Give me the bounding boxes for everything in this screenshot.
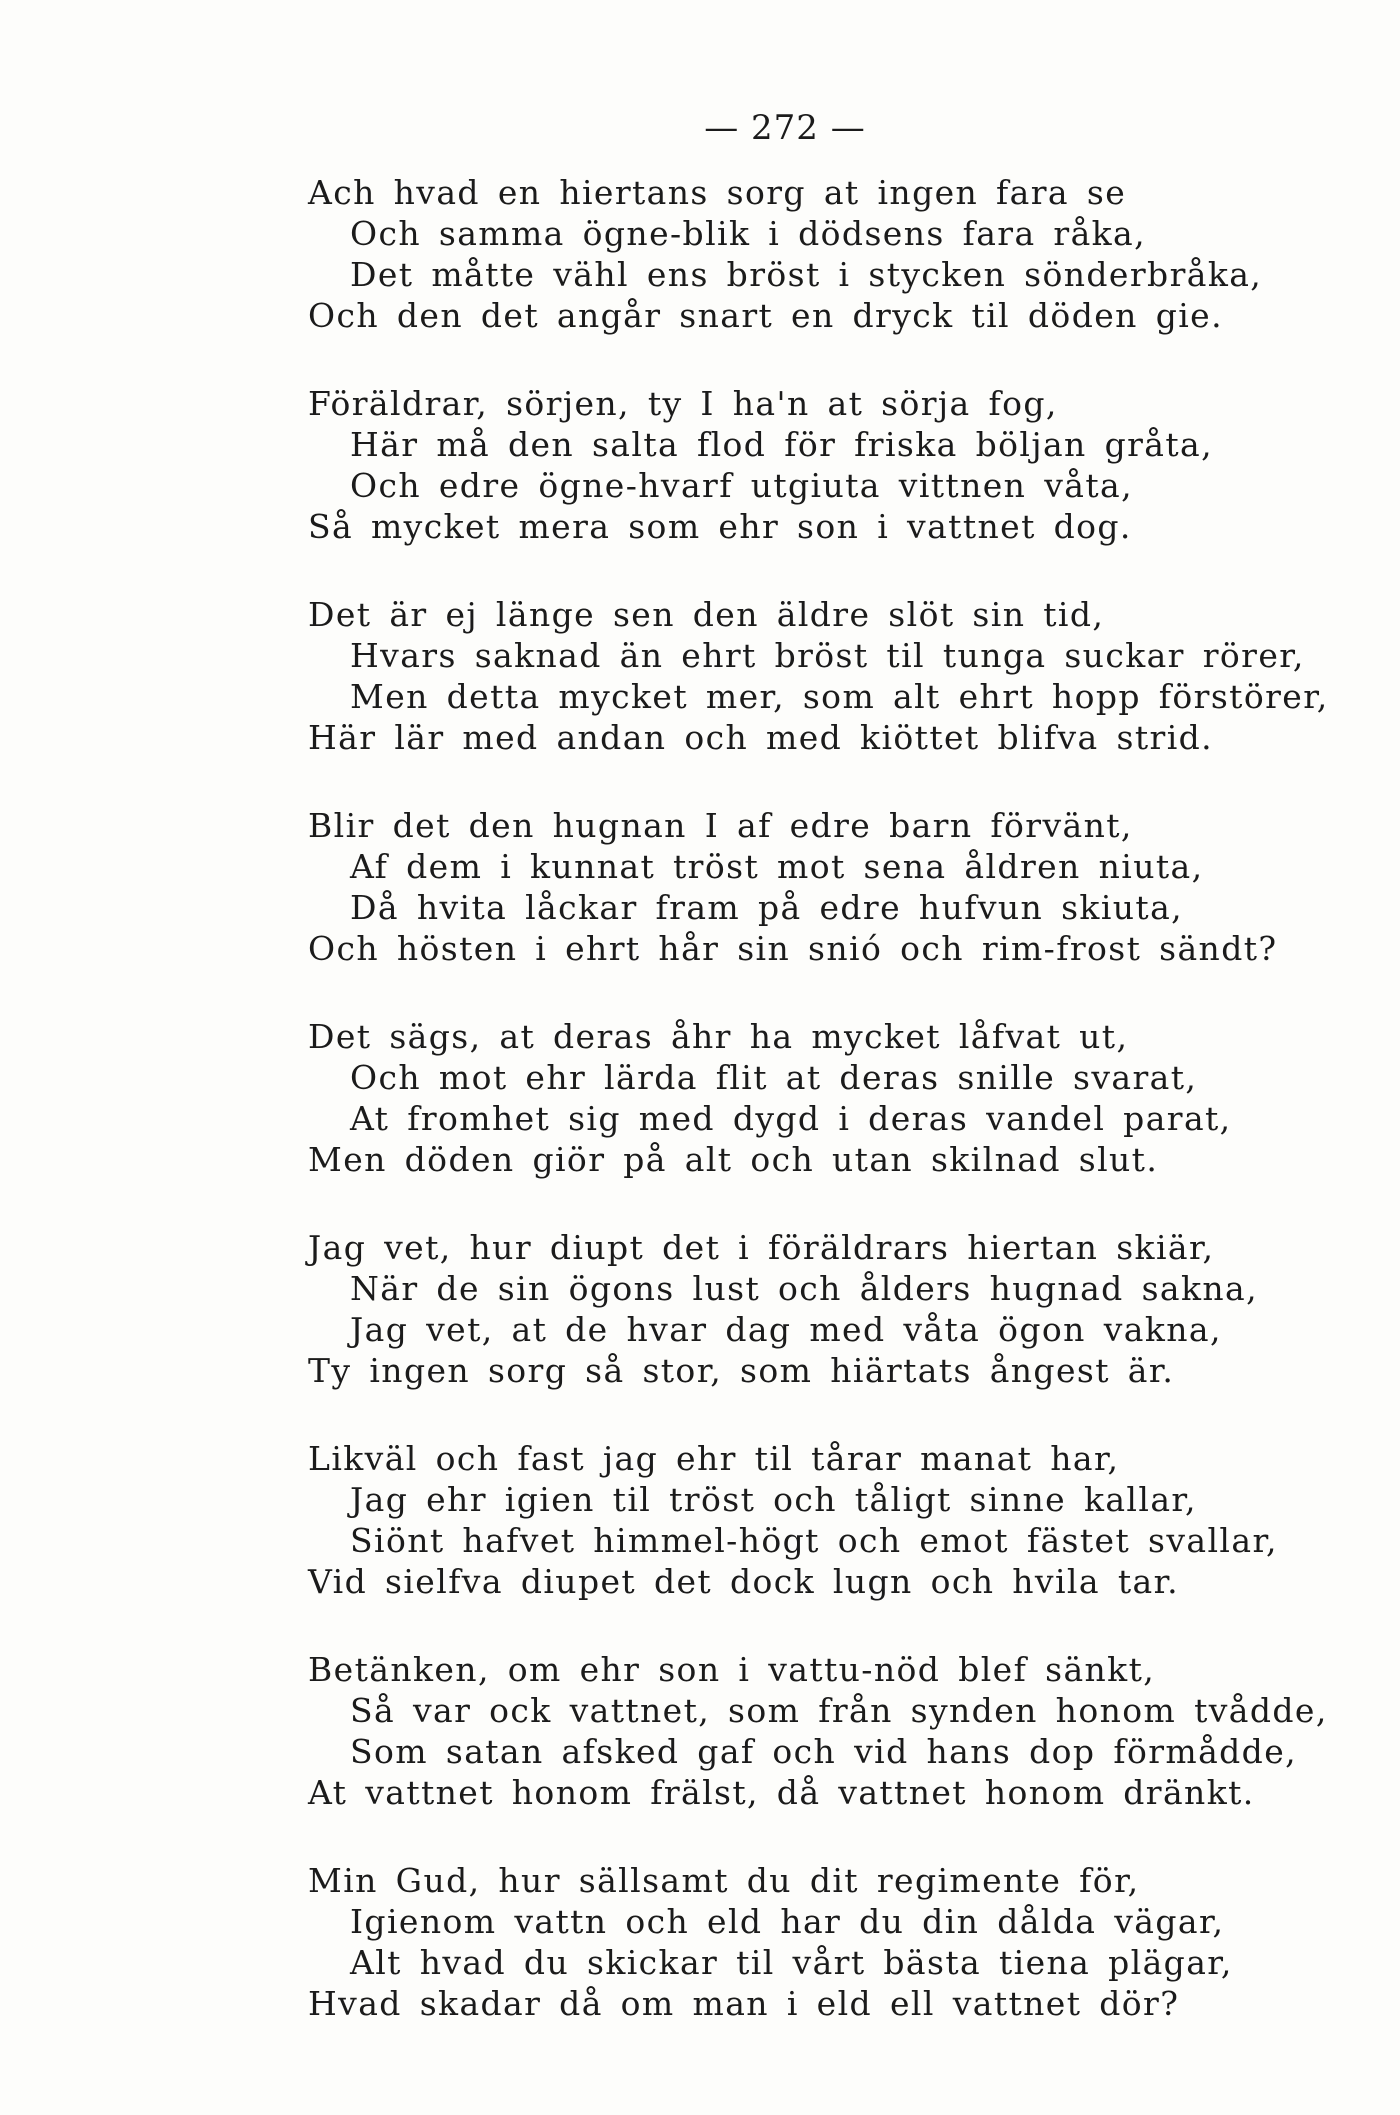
poem-line: Här lär med andan och med kiöttet blifva strid. — [308, 718, 1214, 757]
poem-line: Och den det angår snart en dryck til döden gie. — [308, 296, 1223, 335]
stanza — [308, 1438, 1368, 1602]
poem-line: Igienom vattn och eld har du din dålda vägar, — [350, 1902, 1225, 1941]
poem-line: Så mycket mera som ehr son i vattnet dog. — [308, 507, 1132, 546]
stanza — [308, 1016, 1368, 1180]
poem-line: Ty ingen sorg så stor, som hiärtats ångest är. — [308, 1351, 1175, 1390]
poem — [308, 172, 1368, 2071]
poem-line: Föräldrar, sörjen, ty I ha'n at sörja fog, — [308, 384, 1058, 423]
poem-line: Jag vet, hur diupt det i föräldrars hiertan skiär, — [308, 1228, 1215, 1267]
poem-line: Betänken, om ehr son i vattu-nöd blef sänkt, — [308, 1650, 1156, 1689]
stanza — [308, 594, 1368, 758]
stanza — [308, 805, 1368, 969]
poem-line: Alt hvad du skickar til vårt bästa tiena plägar, — [350, 1943, 1233, 1982]
poem-line: At fromhet sig med dygd i deras vandel parat, — [350, 1099, 1232, 1138]
poem-line: Men döden giör på alt och utan skilnad slut. — [308, 1140, 1159, 1179]
poem-line: Och mot ehr lärda flit at deras snille svarat, — [350, 1058, 1198, 1097]
poem-line: Min Gud, hur sällsamt du dit regimente för, — [308, 1861, 1140, 1900]
poem-line: Då hvita låckar fram på edre hufvun skiuta, — [350, 888, 1184, 927]
poem-line: Blir det den hugnan I af edre barn förvänt, — [308, 806, 1133, 845]
stanza — [308, 1860, 1368, 2024]
poem-line: Likväl och fast jag ehr til tårar manat har, — [308, 1439, 1120, 1478]
poem-line: Som satan afsked gaf och vid hans dop förmådde, — [350, 1732, 1298, 1771]
poem-line: Ach hvad en hiertans sorg at ingen fara se — [308, 173, 1127, 212]
poem-line: Och samma ögne-blik i dödsens fara råka, — [350, 214, 1147, 253]
poem-line: Men detta mycket mer, som alt ehrt hopp förstörer, — [350, 677, 1329, 716]
poem-line: När de sin ögons lust och ålders hugnad sakna, — [350, 1269, 1258, 1308]
poem-line: Det sägs, at deras åhr ha mycket låfvat ut, — [308, 1017, 1129, 1056]
poem-line: Det måtte vähl ens bröst i stycken sönderbråka, — [350, 255, 1263, 294]
poem-line: Siönt hafvet himmel-högt och emot fästet svallar, — [350, 1521, 1278, 1560]
poem-line: Så var ock vattnet, som från synden honom tvådde, — [350, 1691, 1328, 1730]
poem-line: Jag vet, at de hvar dag med våta ögon vakna, — [350, 1310, 1222, 1349]
poem-line: Vid sielfva diupet det dock lugn och hvila tar. — [308, 1562, 1180, 1601]
poem-line: Och hösten i ehrt hår sin snió och rim-frost sändt? — [308, 929, 1278, 968]
poem-line: At vattnet honom frälst, då vattnet honom dränkt. — [308, 1773, 1255, 1812]
stanza — [308, 383, 1368, 547]
stanza — [308, 1649, 1368, 1813]
poem-line: Hvad skadar då om man i eld ell vattnet dör? — [308, 1984, 1180, 2023]
poem-line: Jag ehr igien til tröst och tåligt sinne kallar, — [350, 1480, 1197, 1519]
stanza — [308, 172, 1368, 336]
page-number: — 272 — — [704, 108, 866, 148]
poem-line: Här må den salta flod för friska böljan gråta, — [350, 425, 1213, 464]
poem-line: Af dem i kunnat tröst mot sena åldren niuta, — [350, 847, 1204, 886]
poem-line: Och edre ögne-hvarf utgiuta vittnen våta, — [350, 466, 1133, 505]
poem-line: Hvars saknad än ehrt bröst til tunga suckar rörer, — [350, 636, 1305, 675]
stanza — [308, 1227, 1368, 1391]
poem-line: Det är ej länge sen den äldre slöt sin tid, — [308, 595, 1105, 634]
